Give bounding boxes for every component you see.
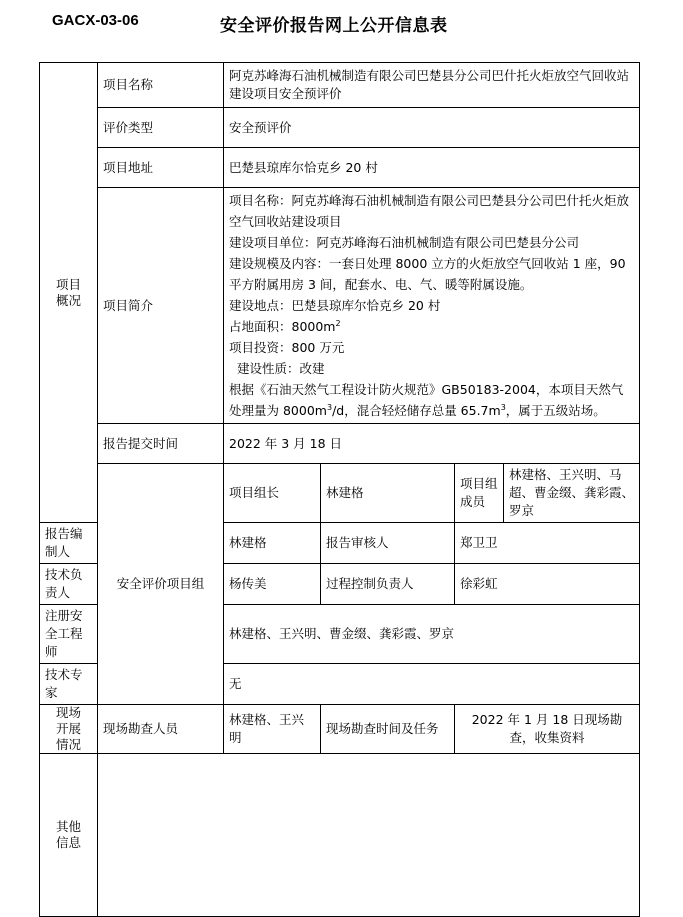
- surveyors-value: 林建格、王兴明: [224, 705, 321, 754]
- leader-value: 林建格: [321, 464, 455, 523]
- time-task-label: 现场勘查时间及任务: [321, 705, 455, 754]
- intro-line-area: 占地面积：$8000m^2$: [229, 318, 341, 334]
- address-label: 项目地址: [98, 148, 224, 188]
- engineers-label: 注册安全工程师: [40, 605, 98, 664]
- expert-value: 无: [224, 664, 640, 705]
- intro-line-unit: 建设项目单位：阿克苏峰海石油机械制造有限公司巴楚县分公司: [229, 235, 580, 250]
- intro-line-location: 建设地点：巴楚县琼库尔恰克乡 20 村: [229, 298, 441, 313]
- tech-lead-value: 杨传美: [224, 564, 321, 605]
- intro-line-investment: 项目投资：800 万元: [229, 340, 345, 355]
- engineers-value: 林建格、王兴明、曹金缀、龚彩霞、罗京: [224, 605, 640, 664]
- author-value: 林建格: [224, 523, 321, 564]
- eval-type-value: 安全预评价: [224, 108, 640, 148]
- eval-type-label: 评价类型: [98, 108, 224, 148]
- site-section-label: 现场开展情况: [40, 705, 98, 754]
- project-name-label: 项目名称: [98, 63, 224, 108]
- team-section-label: 安全评价项目组: [98, 464, 224, 705]
- project-name-value: 阿克苏峰海石油机械制造有限公司巴楚县分公司巴什托火炬放空气回收站建设项目安全预评价: [224, 63, 640, 108]
- submit-time-label: 报告提交时间: [98, 424, 224, 464]
- other-info-value: [98, 754, 640, 917]
- intro-line-standard: 根据《石油天然气工程设计防火规范》GB50183-2004，本项目天然气处理量为 $8000m^3/d$，混合轻烃储存总量 $65.7m^3$，属于五级站场。: [229, 382, 624, 418]
- intro-value: [224, 188, 640, 424]
- reviewer-label: 报告审核人: [321, 523, 455, 564]
- expert-label: 技术专家: [40, 664, 98, 705]
- intro-label: 项目简介: [98, 188, 224, 424]
- process-lead-value: 徐彩虹: [455, 564, 640, 605]
- overview-section-label: 项目概况: [40, 63, 98, 523]
- document-title: 安全评价报告网上公开信息表: [220, 16, 448, 36]
- reviewer-value: 郑卫卫: [455, 523, 640, 564]
- submit-time-value: 2022 年 3 月 18 日: [224, 424, 640, 464]
- other-section-label: 其他信息: [40, 754, 98, 917]
- intro-line-nature: 建设性质：改建: [229, 361, 325, 376]
- document-code: GACX-03-06: [52, 12, 139, 29]
- leader-label: 项目组长: [224, 464, 321, 523]
- author-label: 报告编制人: [40, 523, 98, 564]
- address-value: 巴楚县琼库尔恰克乡 20 村: [224, 148, 640, 188]
- members-label: 项目组成员: [455, 464, 504, 523]
- tech-lead-label: 技术负责人: [40, 564, 98, 605]
- time-task-value: 2022 年 1 月 18 日现场勘查，收集资料: [455, 705, 640, 754]
- members-value: 林建格、王兴明、马超、曹金缀、龚彩霞、罗京: [504, 464, 640, 523]
- process-lead-label: 过程控制负责人: [321, 564, 455, 605]
- intro-line-scale: 建设规模及内容：一套日处理 8000 立方的火炬放空气回收站 1 座，90 平方附属用房 3 间，配套水、电、气、暖等附属设施。: [229, 256, 626, 292]
- surveyors-label: 现场勘查人员: [98, 705, 224, 754]
- info-table: [39, 62, 640, 917]
- intro-line-name: 项目名称：阿克苏峰海石油机械制造有限公司巴楚县分公司巴什托火炬放空气回收站建设项目: [229, 193, 630, 229]
